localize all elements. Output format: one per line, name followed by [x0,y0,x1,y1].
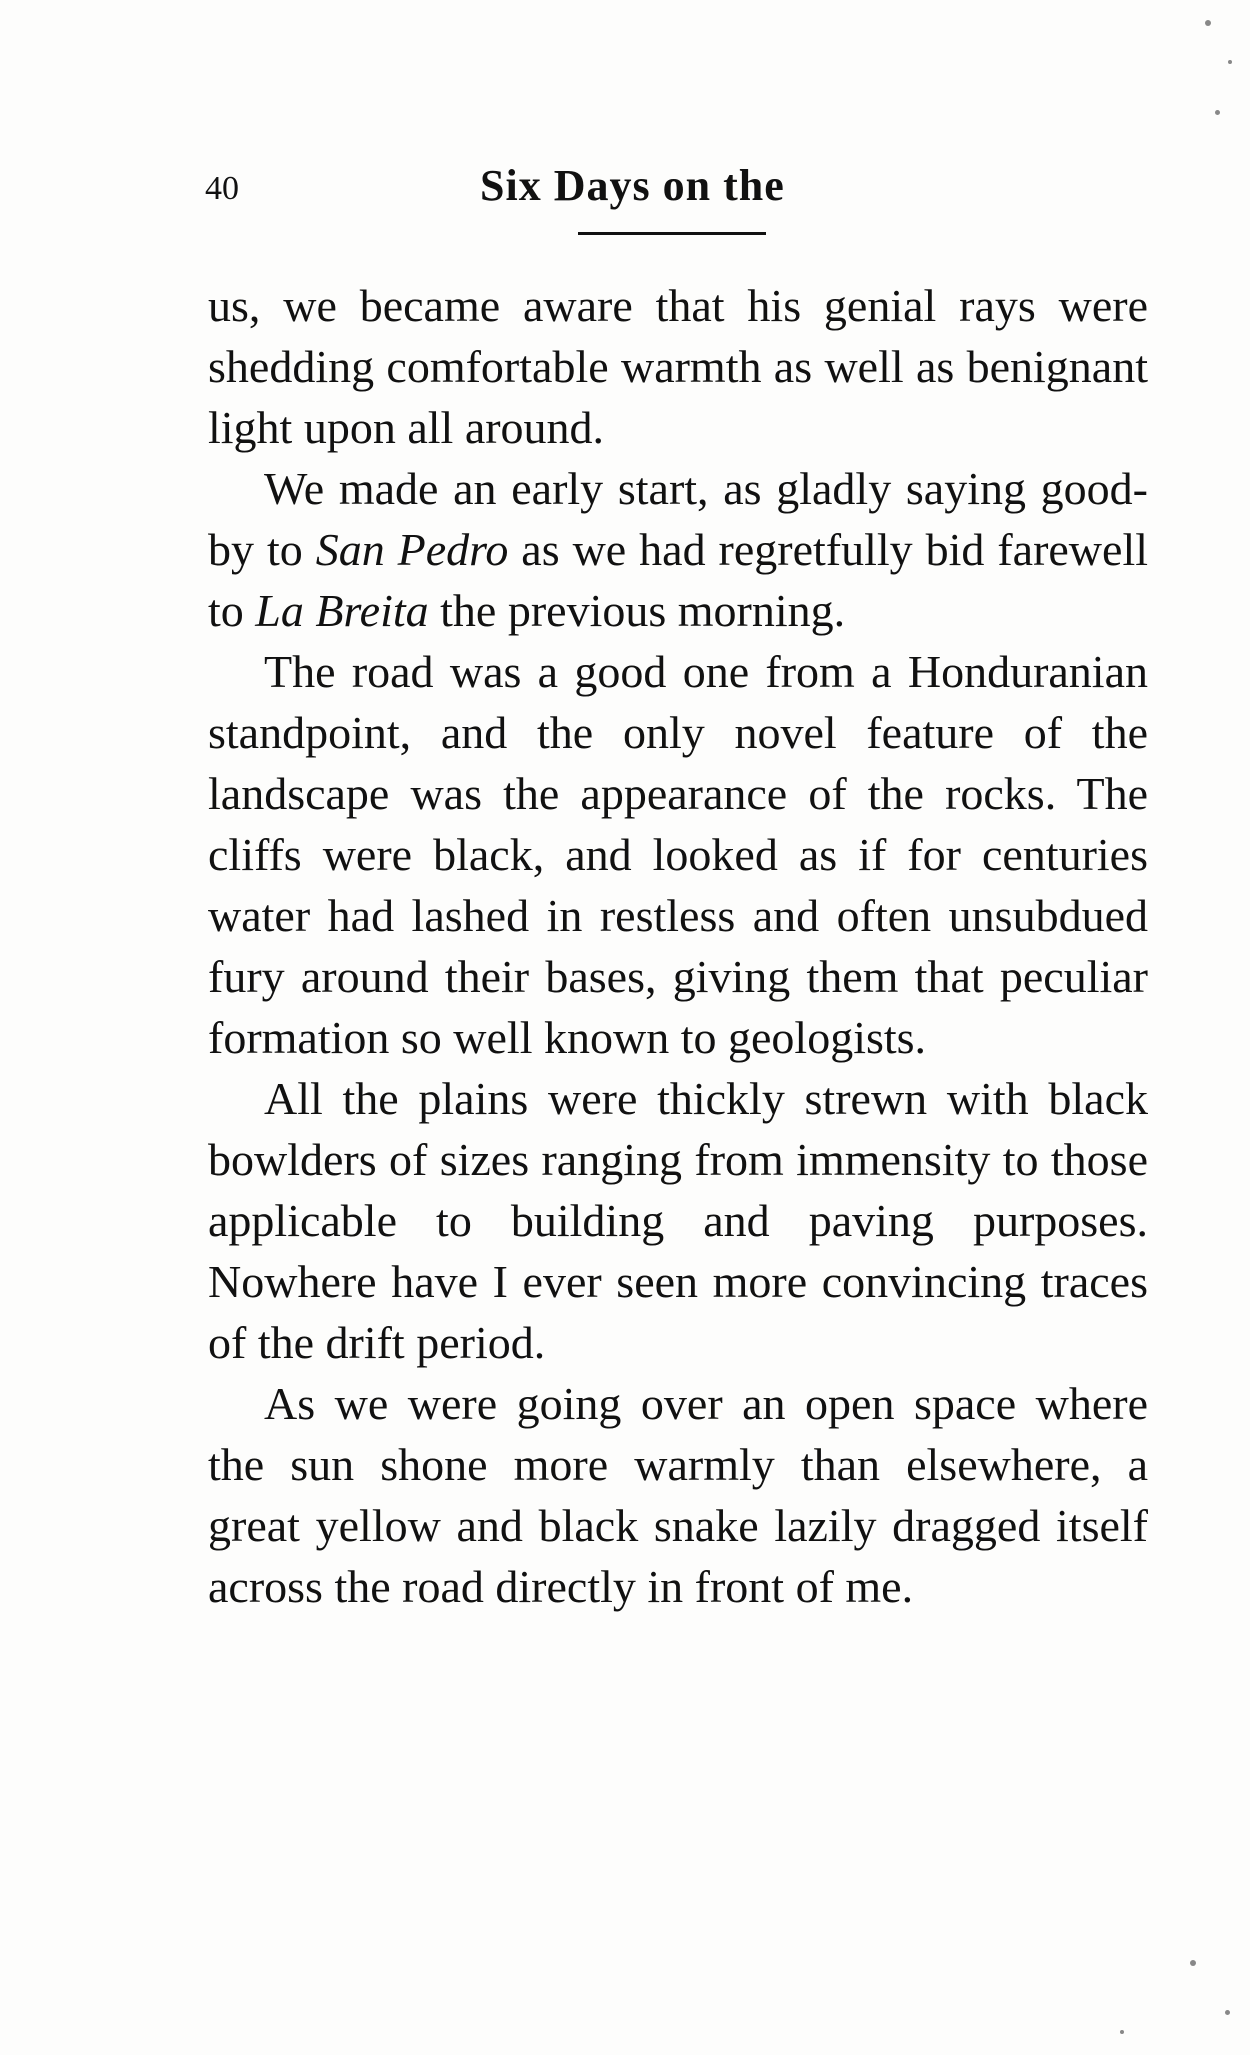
page-header [205,160,865,220]
scan-speck [1225,2010,1230,2015]
paragraph-1: us, we became aware that his genial rays were shedding comfortable warmth as well as benignant light upon all around. [208,280,1148,453]
scan-speck [1205,20,1211,26]
scan-speck [1190,1960,1196,1966]
scan-speck [1215,110,1220,115]
paragraph-4: All the plains were thickly strewn with black bowlders of sizes ranging from immensity to those applicable to building and paving purposes. Nowhere have I ever seen more convincing traces of the drift period. [208,1073,1148,1368]
scan-speck [1120,2030,1124,2034]
body-text [208,275,1148,1617]
page-number: 40 [205,170,239,207]
running-title: Six Days on the [480,161,785,210]
place-name-san-pedro: San Pedro [315,524,509,575]
paragraph-2-text-b: as we had regretfully bid farewell to [208,524,1149,636]
paragraph-5: As we were going over an open space where the sun shone more warmly than elsewhere, a great yellow and black snake lazily dragged itself across the road directly in front of me. [208,1378,1148,1612]
paragraph-2 [208,458,1148,641]
scan-speck [1228,60,1232,64]
place-name-la-breita: La Breita [255,585,429,636]
paragraph-2-text-c: the previous morning. [428,585,846,636]
paragraph-2-text-a: We made an early start, as gladly saying good-by to [208,463,1148,575]
paragraph-3: The road was a good one from a Honduranian standpoint, and the only novel feature of the landscape was the appearance of the rocks. The cliffs were black, and looked as if for centuries water had lashed in restless and often unsubdued fury around their bases, giving them that peculiar formation so well known to geologists. [208,646,1148,1063]
header-rule [578,232,766,235]
